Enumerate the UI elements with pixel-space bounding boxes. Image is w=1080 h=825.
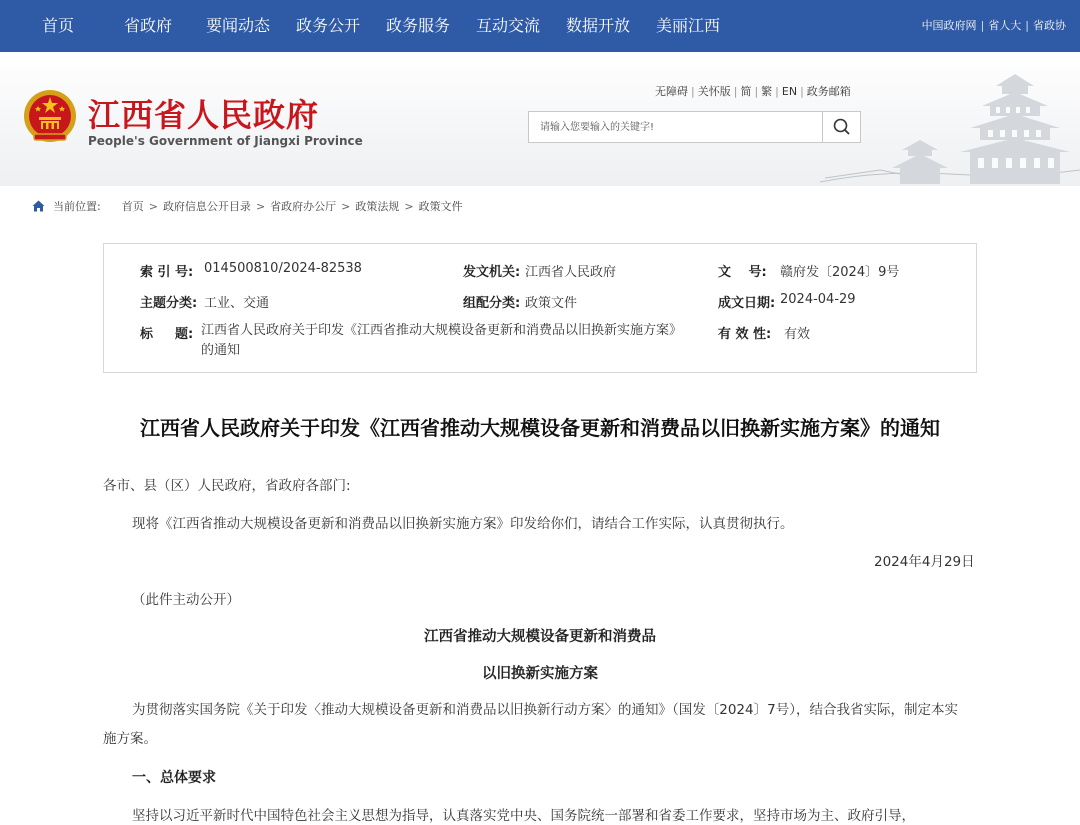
- document-metadata: [103, 243, 977, 373]
- link-npc[interactable]: 省人大: [988, 19, 1022, 32]
- link-care-mode[interactable]: 关怀版: [697, 85, 731, 98]
- search-box: [528, 111, 861, 143]
- top-nav: [0, 0, 1080, 52]
- document-date: 2024年4月29日: [874, 554, 975, 570]
- section-heading-1: 一、总体要求: [132, 770, 216, 786]
- body-paragraph-1: 现将《江西省推动大规模设备更新和消费品以旧换新实施方案》印发给你们，请结合工作实际，认真贯彻执行。: [132, 516, 794, 532]
- link-china-gov[interactable]: 中国政府网: [921, 19, 977, 32]
- site-title: 江西省人民政府: [88, 96, 320, 134]
- section-1-body: 坚持以习近平新时代中国特色社会主义思想为指导，认真落实党中央、国务院统一部署和省委工作要求，坚持市场为主、政府引导，: [132, 808, 915, 824]
- nav-item-interaction[interactable]: 互动交流: [476, 16, 541, 35]
- link-accessibility[interactable]: 无障碍: [655, 85, 688, 98]
- meta-category-value: 政策文件: [525, 296, 578, 311]
- breadcrumb: 当前位置: 首页 > 政府信息公开目录 > 省政府办公厅 > 政策法规 > 政策文件: [32, 197, 463, 215]
- link-cppcc[interactable]: 省政协: [1033, 19, 1066, 32]
- nav-item-open[interactable]: 政务公开: [296, 16, 361, 35]
- meta-index-label: 索 引 号:: [140, 265, 194, 280]
- plan-title-line-2: 以旧换新实施方案: [482, 666, 598, 682]
- breadcrumb-item-home[interactable]: 首页: [121, 200, 144, 213]
- home-icon: [32, 200, 45, 212]
- link-simplified[interactable]: 简: [740, 85, 752, 98]
- meta-date-value: 2024-04-29: [780, 292, 856, 307]
- nav-item-services[interactable]: 政务服务: [386, 16, 451, 35]
- site-subtitle: People's Government of Jiangxi Province: [88, 134, 363, 148]
- meta-topic-value: 工业、交通: [204, 296, 270, 311]
- breadcrumb-item-office[interactable]: 省政府办公厅: [270, 200, 337, 213]
- meta-issuer-label: 发文机关:: [463, 265, 521, 280]
- external-links: 中国政府网 | 省人大 | 省政协: [921, 19, 1066, 32]
- meta-validity-label: 有 效 性:: [718, 327, 772, 342]
- meta-issuer-value: 江西省人民政府: [525, 265, 617, 280]
- site-header: [0, 52, 1080, 186]
- link-english[interactable]: EN: [781, 85, 798, 98]
- nav-item-home[interactable]: 首页: [42, 16, 75, 35]
- public-note: （此件主动公开）: [132, 592, 240, 608]
- utility-links: 无障碍 | 关怀版 | 简 | 繁 | EN | 政务邮箱: [655, 85, 851, 98]
- search-input[interactable]: [529, 112, 823, 142]
- breadcrumb-item-documents[interactable]: 政策文件: [418, 200, 463, 213]
- meta-docno-value: 赣府发〔2024〕9号: [780, 265, 900, 280]
- meta-category-label: 组配分类:: [463, 296, 521, 311]
- meta-docno-label: 文 号:: [718, 265, 767, 280]
- nav-item-data[interactable]: 数据开放: [566, 16, 631, 35]
- breadcrumb-item-disclosure[interactable]: 政府信息公开目录: [162, 200, 251, 213]
- nav-item-beautiful[interactable]: 美丽江西: [656, 16, 721, 35]
- meta-index-value: 014500810/2024-82538: [204, 261, 362, 276]
- meta-title-label: 标 题:: [140, 327, 194, 342]
- breadcrumb-item-policy[interactable]: 政策法规: [355, 200, 400, 213]
- salutation: 各市、县（区）人民政府，省政府各部门:: [103, 478, 351, 494]
- nav-item-gov[interactable]: 省政府: [124, 16, 173, 35]
- link-traditional[interactable]: 繁: [761, 85, 773, 98]
- document-title: 江西省人民政府关于印发《江西省推动大规模设备更新和消费品以旧换新实施方案》的通知: [140, 416, 940, 440]
- meta-topic-label: 主题分类:: [140, 296, 198, 311]
- breadcrumb-label: 当前位置:: [53, 200, 101, 213]
- plan-title-line-1: 江西省推动大规模设备更新和消费品: [424, 629, 656, 645]
- meta-validity-value: 有效: [784, 327, 811, 342]
- meta-title-value: 江西省人民政府关于印发《江西省推动大规模设备更新和消费品以旧换新实施方案》的通知: [201, 323, 676, 358]
- tengwang-pavilion-illustration: [820, 70, 1080, 186]
- intro-paragraph: 为贯彻落实国务院《关于印发〈推动大规模设备更新和消费品以旧换新行动方案〉的通知》（国发〔2024〕7号），结合我省实际，制定本实施方案。: [103, 702, 958, 747]
- national-emblem-icon: [22, 88, 78, 146]
- link-gov-mail[interactable]: 政务邮箱: [806, 85, 851, 98]
- nav-item-news[interactable]: 要闻动态: [206, 16, 271, 35]
- meta-date-label: 成文日期:: [718, 296, 776, 311]
